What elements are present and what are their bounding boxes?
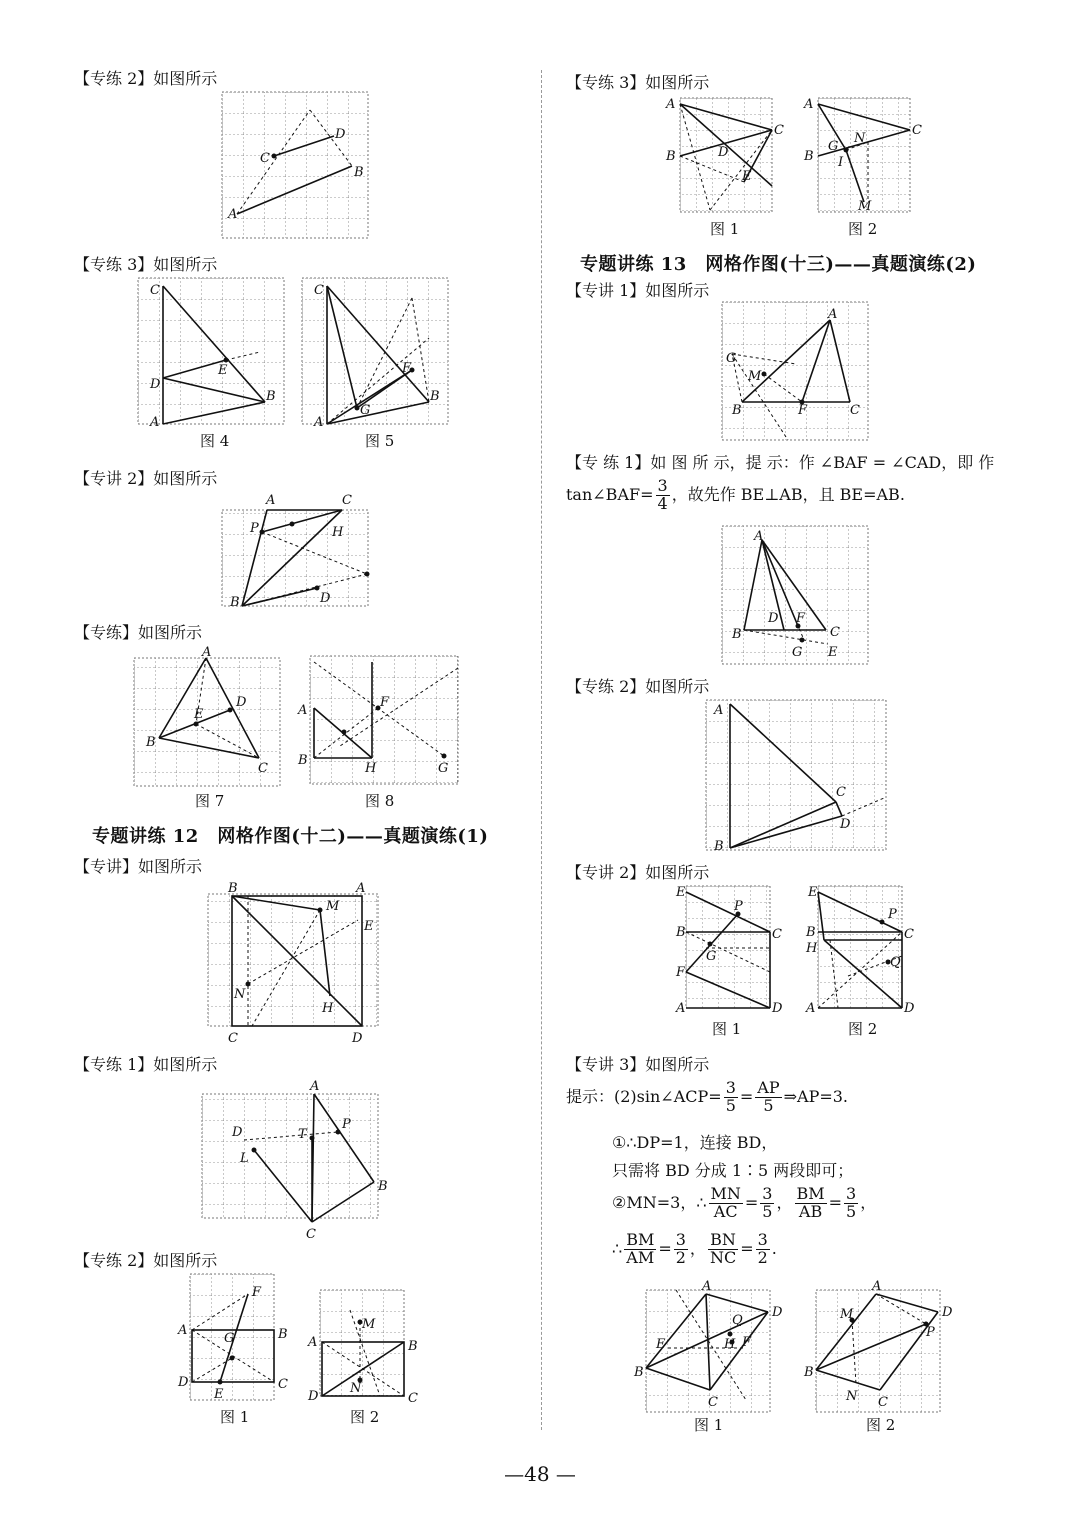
hint2-suffix: ，故先作 BE⊥AB，且 BE=AB. <box>671 484 905 504</box>
svg-text:C: C <box>314 283 324 298</box>
svg-text:D: D <box>768 611 779 626</box>
zl2-figure-2-caption: 图 2 <box>350 1408 380 1426</box>
svg-text:P: P <box>342 1117 351 1132</box>
svg-text:E: E <box>828 645 838 660</box>
svg-text:H: H <box>806 941 818 956</box>
step3-frac-1 <box>624 1232 656 1267</box>
svg-text:B: B <box>732 627 742 642</box>
right-zhuanlian2-label: 【专练 2】如图所示 <box>566 677 710 696</box>
svg-text:D: D <box>178 1375 189 1390</box>
step3-eq2: = <box>740 1238 754 1258</box>
step2-end: ， <box>860 1192 877 1212</box>
svg-text:C: C <box>836 785 846 800</box>
svg-text:H: H <box>365 761 377 776</box>
zl3-figure-1-caption: 图 1 <box>710 220 740 238</box>
svg-text:A: A <box>714 703 724 718</box>
svg-text:C: C <box>878 1395 888 1410</box>
svg-text:B: B <box>230 595 240 610</box>
section-12-title: 专题讲练 12 网格作图(十二)——真题演练(1) <box>92 826 489 847</box>
svg-text:P: P <box>926 1325 935 1340</box>
right-zhuanjiang2-label: 【专讲 2】如图所示 <box>566 863 710 882</box>
right-zhuanjiang1-label: 【专讲 1】如图所示 <box>566 281 710 300</box>
svg-text:B: B <box>354 165 364 180</box>
svg-text:L: L <box>240 1151 249 1166</box>
step2-frac-2-num: 3 <box>762 1184 773 1203</box>
svg-text:B: B <box>676 925 686 940</box>
figure-8-caption: 图 8 <box>365 792 395 810</box>
step2-frac-4-den: 5 <box>846 1201 857 1221</box>
svg-text:A: A <box>202 645 212 660</box>
step3-frac-2 <box>674 1232 688 1267</box>
step2-frac-2 <box>760 1186 774 1221</box>
step3-frac-3-num: BN <box>708 1232 738 1250</box>
section-13-title: 专题讲练 13 网格作图(十三)——真题演练(2) <box>580 254 977 275</box>
svg-text:G: G <box>792 645 803 660</box>
svg-text:E: E <box>194 707 204 722</box>
svg-text:H: H <box>322 1001 334 1016</box>
step2-frac-3-num: BM <box>796 1184 825 1203</box>
zl2-figure-1-caption: 图 1 <box>220 1408 250 1426</box>
svg-text:A: A <box>150 415 160 430</box>
step2-line <box>612 1186 876 1221</box>
svg-text:B: B <box>732 403 742 418</box>
step3-eq1: = <box>658 1238 672 1258</box>
step3-frac-3-den: NC <box>709 1247 737 1267</box>
zj3-figure-1-caption: 图 1 <box>694 1416 724 1434</box>
svg-text:A: A <box>828 307 838 322</box>
svg-text:C: C <box>904 927 914 942</box>
svg-text:P: P <box>888 907 897 922</box>
svg-text:Q: Q <box>890 955 901 970</box>
figure-zj2-fig1-grid <box>676 885 783 1016</box>
svg-text:A: A <box>266 493 276 508</box>
hint2-frac-den: 4 <box>657 493 668 513</box>
hint-result: ⇒AP=3. <box>783 1086 849 1106</box>
svg-text:H: H <box>332 525 344 540</box>
svg-text:A: A <box>314 415 324 430</box>
step2-frac-4-num: 3 <box>846 1184 857 1203</box>
figure-zj1-grid <box>722 302 872 442</box>
svg-text:A: A <box>806 1001 816 1016</box>
step3-end: . <box>771 1238 777 1258</box>
svg-text:C: C <box>342 493 352 508</box>
zhuanjiang3-hint-line <box>566 1080 848 1115</box>
svg-text:B: B <box>804 1365 814 1380</box>
svg-text:A: A <box>356 881 366 896</box>
zj2-figure-1-caption: 图 1 <box>712 1020 742 1038</box>
zhuanlian1-hint-line1: 【专 练 1】如 图 所 示，提 示：作 ∠BAF = ∠CAD，即 作 <box>566 453 995 472</box>
svg-text:B: B <box>430 389 440 404</box>
svg-text:C: C <box>306 1227 316 1242</box>
step3-prefix: ∴ <box>612 1238 623 1258</box>
svg-text:C: C <box>150 283 160 298</box>
step3-frac-4 <box>756 1232 770 1267</box>
step3-frac-3 <box>708 1232 738 1267</box>
figure-zl2-fig2-grid <box>308 1290 418 1406</box>
svg-text:I: I <box>838 155 844 170</box>
step2-frac-1-den: AC <box>713 1201 738 1221</box>
svg-text:A: A <box>298 703 308 718</box>
figure-zl2-fig1-grid <box>178 1274 288 1402</box>
svg-text:C: C <box>774 123 784 138</box>
step1-line: ①∴DP=1，连接 BD， <box>612 1133 778 1152</box>
figure-zl3-fig2-grid <box>804 97 922 216</box>
step3-frac-1-den: AM <box>626 1247 655 1267</box>
svg-text:A: A <box>308 1335 318 1350</box>
svg-text:B: B <box>408 1339 418 1354</box>
svg-text:G: G <box>438 761 449 776</box>
svg-text:H: H <box>724 1337 736 1352</box>
svg-text:G: G <box>726 351 737 366</box>
zhuanlian1-hint-line2 <box>566 478 905 513</box>
step2-prefix: ②MN=3，∴ <box>612 1192 707 1212</box>
figure-zj2-fig2-grid <box>806 885 915 1016</box>
svg-text:E: E <box>214 1387 224 1402</box>
figure-5-caption: 图 5 <box>365 432 395 450</box>
right-zhuanjiang3-label: 【专讲 3】如图所示 <box>566 1055 710 1074</box>
svg-text:T: T <box>298 1127 307 1142</box>
svg-text:B: B <box>146 735 156 750</box>
svg-text:F: F <box>796 611 806 626</box>
svg-text:D: D <box>150 377 161 392</box>
left-zhuanlian-label: 【专练】如图所示 <box>74 623 203 642</box>
svg-text:E: E <box>676 885 686 900</box>
left-zhuanjiang2-label: 【专讲 2】如图所示 <box>74 469 218 488</box>
svg-text:B: B <box>714 839 724 854</box>
svg-text:B: B <box>228 881 238 896</box>
svg-text:C: C <box>830 625 840 640</box>
step2-frac-3-den: AB <box>798 1201 823 1221</box>
figure-zhuanjiang-grid <box>208 880 380 1046</box>
svg-text:C: C <box>850 403 860 418</box>
svg-text:B: B <box>634 1365 644 1380</box>
figure-zhuanlian1-grid <box>202 1078 388 1242</box>
svg-text:D: D <box>236 695 247 710</box>
step2-frac-1-num: MN <box>710 1184 741 1203</box>
svg-text:F: F <box>380 695 390 710</box>
figure-5-grid <box>302 278 450 428</box>
svg-text:D: D <box>718 145 729 160</box>
svg-text:B: B <box>666 149 676 164</box>
hint-frac-1 <box>724 1080 738 1115</box>
page-number: —48 — <box>504 1462 576 1486</box>
step2-frac-1 <box>709 1186 743 1221</box>
svg-text:D: D <box>335 127 346 142</box>
zj2-figure-2-caption: 图 2 <box>848 1020 878 1038</box>
svg-text:D: D <box>904 1001 915 1016</box>
svg-text:M: M <box>858 199 872 214</box>
svg-text:C: C <box>260 151 270 166</box>
svg-text:Q: Q <box>732 1313 743 1328</box>
left-zhuanlian2-label: 【专练 2】如图所示 <box>74 69 218 88</box>
svg-text:N: N <box>350 1381 362 1396</box>
svg-text:M: M <box>326 899 340 914</box>
step3-comma: ， <box>689 1238 706 1258</box>
svg-text:D: D <box>232 1125 243 1140</box>
hint-frac-2-num: AP <box>757 1078 780 1097</box>
figure-zhuanlian2-grid <box>222 92 368 240</box>
svg-text:M: M <box>362 1317 376 1332</box>
svg-text:C: C <box>408 1391 418 1406</box>
svg-text:F: F <box>252 1285 262 1300</box>
svg-text:M: M <box>840 1307 854 1322</box>
step3-frac-2-num: 3 <box>675 1230 686 1249</box>
hint2-fraction <box>656 478 670 513</box>
svg-text:A: A <box>754 529 764 544</box>
svg-text:D: D <box>840 817 851 832</box>
svg-text:D: D <box>352 1031 363 1046</box>
svg-text:B: B <box>378 1179 388 1194</box>
svg-text:E: E <box>218 363 228 378</box>
svg-text:A: A <box>228 207 238 222</box>
step3-frac-2-den: 2 <box>675 1247 686 1267</box>
svg-text:G: G <box>706 949 717 964</box>
svg-text:A: A <box>178 1323 188 1338</box>
zj3-figure-2-caption: 图 2 <box>866 1416 896 1434</box>
svg-text:B: B <box>266 389 276 404</box>
svg-text:E: E <box>364 919 374 934</box>
svg-text:C: C <box>772 927 782 942</box>
hint-prefix: 提示：(2)sin∠ACP= <box>566 1086 722 1106</box>
svg-text:P: P <box>734 899 743 914</box>
svg-text:M: M <box>748 369 762 384</box>
svg-text:A: A <box>310 1079 320 1094</box>
hint-frac-2 <box>755 1080 781 1115</box>
svg-text:A: A <box>804 97 814 112</box>
svg-text:F: F <box>798 403 808 418</box>
hint-frac-2-den: 5 <box>763 1095 774 1115</box>
hint2-frac-num: 3 <box>657 476 668 495</box>
svg-text:E: E <box>742 169 752 184</box>
step2-frac-3 <box>795 1186 827 1221</box>
step2-eq2: = <box>828 1192 843 1212</box>
hint-frac-1-num: 3 <box>725 1078 736 1097</box>
figure-7-caption: 图 7 <box>195 792 225 810</box>
figure-7-grid <box>134 646 282 786</box>
svg-text:P: P <box>250 521 259 536</box>
svg-text:B: B <box>298 753 308 768</box>
svg-text:D: D <box>308 1389 319 1404</box>
step3-frac-4-den: 2 <box>757 1247 768 1267</box>
step2-eq1: = <box>744 1192 759 1212</box>
step3-line <box>612 1232 777 1267</box>
figure-4-grid <box>138 278 286 428</box>
svg-text:B: B <box>804 149 814 164</box>
svg-text:E: E <box>656 1337 666 1352</box>
svg-text:A: A <box>676 1001 686 1016</box>
svg-text:D: D <box>320 591 331 606</box>
step2-frac-4 <box>844 1186 858 1221</box>
column-divider <box>541 70 542 1430</box>
left-zhuanlian1-label: 【专练 1】如图所示 <box>74 1055 218 1074</box>
step3-frac-4-num: 3 <box>757 1230 768 1249</box>
figure-4-caption: 图 4 <box>200 432 230 450</box>
svg-text:D: D <box>772 1305 783 1320</box>
svg-text:D: D <box>772 1001 783 1016</box>
svg-text:C: C <box>228 1031 238 1046</box>
svg-text:E: E <box>808 885 818 900</box>
svg-text:N: N <box>854 131 866 146</box>
left-zhuanlian3-label: 【专练 3】如图所示 <box>74 255 218 274</box>
svg-text:F: F <box>742 1335 752 1350</box>
figure-zl3-fig1-grid <box>666 97 784 216</box>
svg-text:A: A <box>666 97 676 112</box>
svg-text:C: C <box>278 1377 288 1392</box>
svg-text:G: G <box>224 1331 235 1346</box>
left-zhuanjiang-label: 【专讲】如图所示 <box>74 857 203 876</box>
svg-text:N: N <box>846 1389 858 1404</box>
svg-text:F: F <box>676 965 686 980</box>
figure-zl2-right-grid <box>706 700 888 852</box>
zl3-figure-2-caption: 图 2 <box>848 220 878 238</box>
svg-text:A: A <box>702 1279 712 1294</box>
svg-text:G: G <box>360 403 371 418</box>
figure-zhuanjiang2-grid <box>222 492 372 610</box>
svg-text:F: F <box>402 361 412 376</box>
step2-comma: ， <box>776 1192 793 1212</box>
step1b-line: 只需将 BD 分成 1∶5 两段即可； <box>612 1161 854 1180</box>
step3-frac-1-num: BM <box>626 1230 655 1249</box>
svg-text:C: C <box>912 123 922 138</box>
figure-8-grid <box>298 656 460 786</box>
svg-text:B: B <box>278 1327 288 1342</box>
svg-text:N: N <box>234 987 246 1002</box>
svg-text:D: D <box>942 1305 953 1320</box>
figure-zj3-fig1-grid <box>634 1279 783 1414</box>
right-zhuanlian3-label: 【专练 3】如图所示 <box>566 73 710 92</box>
svg-text:B: B <box>806 925 816 940</box>
figure-zl1-grid <box>722 526 872 666</box>
svg-text:C: C <box>708 1395 718 1410</box>
figure-zj3-fig2-grid <box>804 1279 953 1414</box>
hint-eq: = <box>739 1086 754 1106</box>
svg-text:C: C <box>258 761 268 776</box>
hint2-prefix: tan∠BAF= <box>566 484 654 504</box>
left-zhuanlian2b-label: 【专练 2】如图所示 <box>74 1251 218 1270</box>
hint-frac-1-den: 5 <box>725 1095 736 1115</box>
svg-text:A: A <box>872 1279 882 1294</box>
step2-frac-2-den: 5 <box>762 1201 773 1221</box>
svg-text:G: G <box>828 139 839 154</box>
